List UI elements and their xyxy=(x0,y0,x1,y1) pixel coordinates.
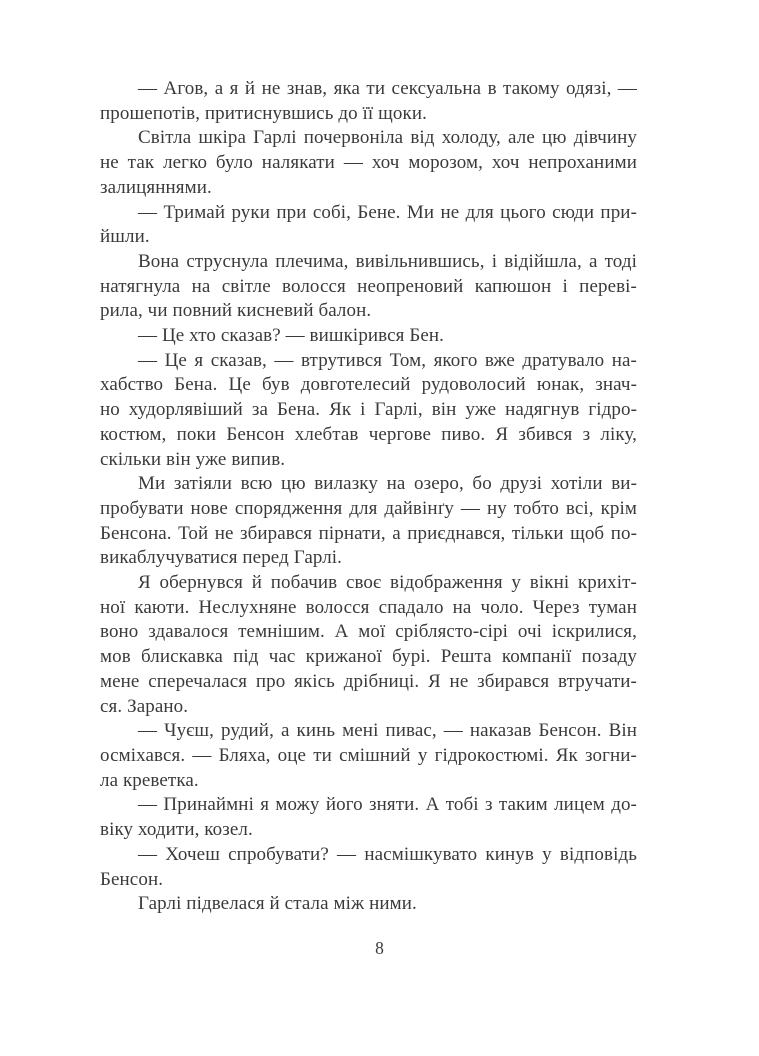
text-line: не так легко було налякати — хоч морозом, хоч непроханими xyxy=(100,152,637,174)
text-line: Я обернувся й побачив своє відображення у вікні крихіт- xyxy=(138,572,637,594)
paragraph xyxy=(100,892,637,917)
page-number: 8 xyxy=(375,938,384,958)
text-line: залицяннями. xyxy=(100,176,212,198)
text-line: воно здавалося темнішим. А мої сріблясто-сірі очі іскрилися, xyxy=(100,621,637,643)
text-line: ся. Зарано. xyxy=(100,695,189,717)
text-line: хабство Бена. Це був довготелесий рудоволосий юнак, знач- xyxy=(100,374,637,396)
text-line: мов блискавка під час крижаної бурі. Решта компанії позаду xyxy=(100,646,637,668)
text-line: — Це я сказав, — втрутився Том, якого вже дратувало на- xyxy=(138,349,637,371)
text-line: Ми затіяли всю цю вилазку на озеро, бо друзі хотіли ви- xyxy=(138,473,637,495)
text-line: рила, чи повний кисневий балон. xyxy=(100,300,372,322)
text-line: ної каюти. Неслухняне волосся спадало на чоло. Через туман xyxy=(100,596,637,618)
text-line: — Чуєш, рудий, а кинь мені пивас, — наказав Бенсон. Він xyxy=(138,720,637,742)
text-line: прошепотів, притиснувшись до її щоки. xyxy=(100,102,427,124)
paragraph xyxy=(100,793,637,842)
paragraph xyxy=(100,324,637,349)
text-line: Світла шкіра Гарлі почервоніла від холоду, але цю дівчину xyxy=(138,127,637,149)
text-line: — Принаймні я можу його зняти. А тобі з таким лицем до- xyxy=(138,794,637,816)
paragraph xyxy=(100,77,637,126)
paragraph xyxy=(100,472,637,571)
paragraph xyxy=(100,349,637,473)
text-line: Бенсона. Той не збирався пірнати, а приєднався, тільки щоб по- xyxy=(100,522,637,544)
paragraph xyxy=(100,843,637,892)
text-line: викаблучуватися перед Гарлі. xyxy=(100,547,343,569)
paragraph xyxy=(100,250,637,324)
text-line: но худорлявіший за Бена. Як і Гарлі, він уже надягнув гідро- xyxy=(100,399,637,421)
paragraph xyxy=(100,719,637,793)
paragraph xyxy=(100,126,637,200)
text-line: — Агов, а я й не знав, яка ти сексуальна в такому одязі, — xyxy=(138,78,637,99)
text-line: мене сперечалася про якісь дрібниці. Я не збирався втручати- xyxy=(100,670,637,692)
text-line: пробувати нове спорядження для дайвінґу — ну тобто всі, крім xyxy=(100,497,637,519)
paragraph xyxy=(100,201,637,250)
text-line: йшли. xyxy=(100,226,150,248)
text-line: Бенсон. xyxy=(100,868,164,890)
text-line: осміхався. — Бляха, оце ти смішний у гідрокостюмі. Як зогни- xyxy=(100,744,637,766)
text-line: віку ходити, козел. xyxy=(100,819,253,841)
paragraph xyxy=(100,571,637,719)
text-line: — Хочеш спробувати? — насмішкувато кинув у відповідь xyxy=(138,843,637,865)
text-line: скільки він уже випив. xyxy=(100,448,286,470)
text-line: натягнула на світле волосся неопреновий капюшон і переві- xyxy=(100,275,637,297)
text-line: — Тримай руки при собі, Бене. Ми не для цього сюди при- xyxy=(138,201,637,223)
text-line: костюм, поки Бенсон хлебтав чергове пиво. Я збився з ліку, xyxy=(100,423,637,445)
text-line: — Це хто сказав? — вишкірився Бен. xyxy=(138,325,445,347)
text-line: Вона струснула плечима, вивільнившись, і відійшла, а тоді xyxy=(138,250,637,272)
page-text xyxy=(100,77,637,917)
text-line: ла креветка. xyxy=(100,769,199,791)
text-line: Гарлі підвелася й стала між ними. xyxy=(138,893,417,915)
